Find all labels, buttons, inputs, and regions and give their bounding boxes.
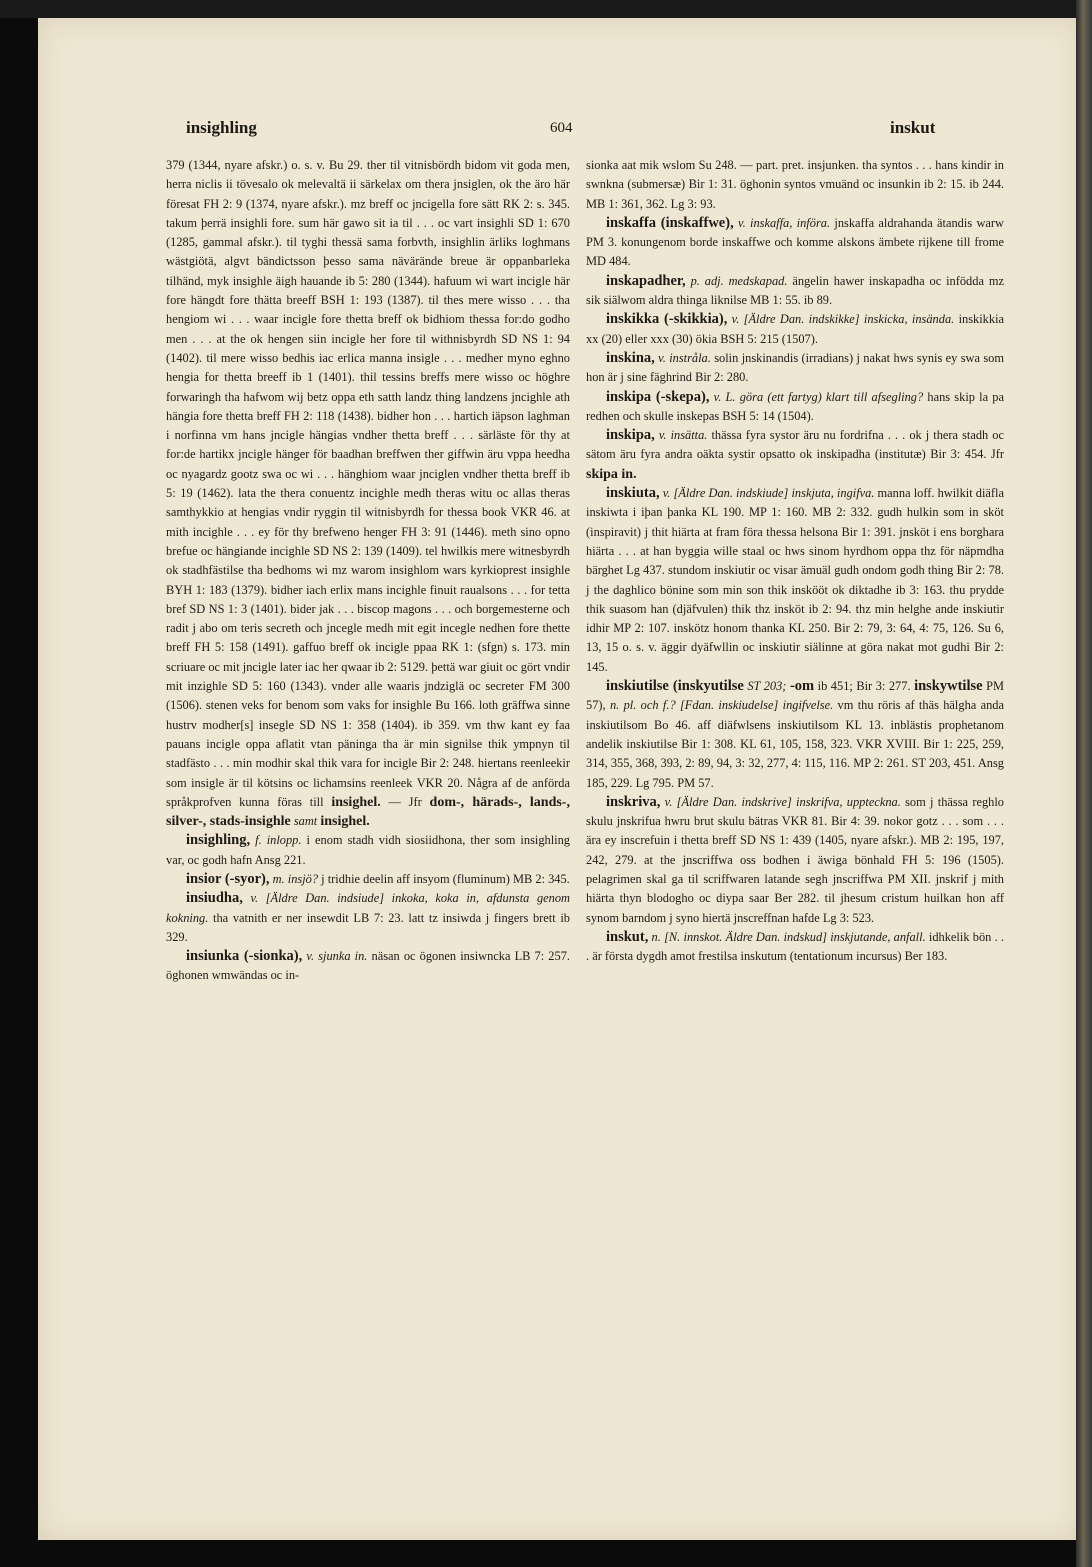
entry-insiunka: insiunka (-sionka), v. sjunka in. näsan oc ögonen insiwncka LB 7: 257. öghonen wmwändas oc in- [166,948,570,983]
headword: inskiuta, [606,485,660,502]
headword: inskipa (-skepa), [606,388,710,405]
entry-continuation: sionka aat mik wslom Su 248. — part. pret. insjunken. tha syntos . . . hans kindir in swnkna (submersæ) Bir 1: 31. öghonin syntos vmuänd oc insunkin ib 2: 15. ib 244. MB 1: 361, 362. Lg 3: 93. [586,158,1004,211]
cross-reference-list: dom-, härads-, lands-, silver-, stads-insighle [166,794,570,830]
running-head-right: inskut [890,118,936,137]
headword: inskut, [606,928,649,945]
entry-insior: insior (-syor), m. insjö? j tridhie deelin aff insyom (fluminum) MB 2: 345. [186,870,570,887]
headword: inskapadher, [606,272,686,289]
entry-inskikka: inskikka (-skikkia), v. [Äldre Dan. indskikke] inskicka, insända. inskikkia xx (20) eller xxx (30) ökia BSH 5: 215 (1507). [586,311,1005,346]
headword: inskiutilse (inskyutilse [606,678,744,695]
entry-insiudha: insiudha, v. [Äldre Dan. indsiude] inkoka, koka in, afdunsta genom kokning. tha vatnith er ner insewdit LB 7: 23. latt tz insiwda j fingers brett ib 329. [166,890,570,944]
page-number: 604 [550,120,573,136]
entry-continuation: 379 (1344, nyare afskr.) o. s. v. Bu 29. ther til vitnisbördh bidom vit goda men, herra niclis ii tövesalo ok melevaltä ii särkelax om thera jnsiglen, ok the äro här föresat FH 2: 9 (1374, nyare afskr.). mz breff oc jncigella fore sätt RK 2: s. 345. takum þerrä insighli fore. sum här gawo sit ia til . . . oc vart insighli SD 1: 670 (1285, gammal afskr.). til tyghi thessä sama forbvth, insighlin ärliks loghmans wästgiötä, algvt bändictsson þesso sama nävärände breue är oppanbarleka tilhänd, myk insighle äigh hauande ib 5: 280 (1344). hafuum wi wart incigle här fore hängdt fore thätta breeff BSH 1: 193 (1387). til thes mere wisso . . . tha hengiom wi . . . waar incigle fore thetta breff ok bidhiom thessa for:do godho men . . . at the ok hengen siin incigle her fore til withnisbyrdh SD NS 1: 94 (1402). til mere wisso bedhis iac erlica manna insigle . . . medher myno eghno hengia for thetta breeff ib 1 (1401). thil tessins breffs mere wisso oc höghre forwaringh tha hafwom wij betz oppa eth satth landz thing landzens jncighle ath hängia fore thetta breff FH 2: 118 (1438). bidher hon . . . hartich iäpson laghman i norfinna vm hans jncigle hängias vndher thetta breff . . . särläste för thy at for:de hartikx jncigle hänger för baadhan breffwen ther giffwin äru vppa heedha oc nyagardz gootz swa oc wi . . . hänghiom waar jnciglen vndher thetta breff ib 5: 19 (1462). lata the thera conuentz incighle medh theras witu oc allas theras samthykkio at hengias vndir ryggin til witnisbyrdh for thessa book VKR 46. at mith incighle . . . ey för thy brefweno henger FH 3: 91 (1446). meth sino opno brefue oc hängiande incighle SD NS 2: 139 (1409). tel hwilkis mere witnesbyrdh ok stadhfästilse tha bedhoms wi mz warom insighlom wars kyrkioprest insighle BYH 1: 183 (1379). bidher iach erlix mans incighle finuit raualsons . . . for tetta bref SD NS 1: 3 (1401). bider jak . . . biscop magons . . . och borgemesterne och radit j abo om teris secreth och jncegle medh mit egit incegle nedhen fore thette breff FH 5: 158 (1491). gaffuo breff ok incigle ppaa RK 1: (sfgn) s. 173. min scriuare oc mit jncigle later iac her qwaar ib 2: 5129. þettä war giuit oc gört vndir mit inzighle SD 5: 160 (1343). vnder alle waaris jndziglä oc secreter FM 300 (1506). stenen veks for benom som vaks for insighle Bu 166. loth gräffwa sinne hustrv modher[s] insegle SD NS 1: 358 (1404). ib 359. vm thw kant ey faa pauans incigle oppa aflatit vtan päninga tha är min signilse thik ympnyn til stadfästo . . . min modhir skal thik vara for incigle Bir 2: 248. hiertans reenleekir som insigle är til kötsins oc lichamsins reenleek VKR 20. Några af de anförda språkprofven kunna föras till insighel. — Jfr dom-, härads-, lands-, silver-, stads-insighle samt insighel. [166,158,570,830]
entry-inskipa: inskipa, v. insätta. thässa fyra systor äru nu fordrifna . . . ok j thera stadh oc sätom äru fyra andra oäkta systir opsatto ok inskipadha (institutæ) Bir 3: 454. Jfr skipa in. [586,427,1004,482]
headword: inskaffa (inskaffwe), [606,214,734,231]
entry-inskaffa: inskaffa (inskaffwe), v. inskaffa, införa. jnskaffa aldrahanda ätandis warw PM 3. konungenom borde inskaffwe och komme alskons ämbete rijkene till frome MD 484. [586,214,1004,269]
cross-reference: insighel. [331,794,381,810]
entry-inskriva: inskriva, v. [Äldre Dan. indskrive] inskrifva, upptecknа. som j thässa reghlo skulu jnskrifua hwru brut skulu bätras VKR 81. Bir 4: 39. nokor gotz . . . som . . . ära ey inscrefuin i thetta breff SD NS 1: 439 (1405, nyare afskr.). MB 2: 195, 197, 242, 279. at the jnscriffwa oss bodhen i äwiga bönhald FH 5: 196 (1505). pelagrimen skal ga til scriffwaren latande segh jnscriffwa PM XII. jnskrif j mith hiärta thyn blodogho oc diypa saar Ber 282. til jhesum cristum huilkan hon aff synom barndom j syno hiertä jnscreffnan hafde Lg 3: 523. [586,793,1004,925]
running-head-left: insighling [186,118,257,137]
entry-inskina: inskina, v. instråla. solin jnskinandis (irradians) j nakat hws synis ey swa som hon är j sine fäghrind Bir 2: 280. [586,349,1005,385]
entry-inskipa-skepa: inskipa (-skepa), v. L. göra (ett fartyg) klart till afsegling? hans skip la pa redhen och skulle inskepas BSH 5: 14 (1504). [586,388,1005,423]
headword: inskipa, [606,427,655,444]
headword: insior (-syor), [186,870,270,887]
left-column [166,156,570,986]
headword: insiudha, [186,890,243,907]
headword: insiunka (-sionka), [186,948,303,965]
right-column [586,156,1004,966]
cross-reference: insighel. [320,814,370,830]
entry-inskut: inskut, n. [N. innskot. Äldre Dan. indskud] inskjutande, anfall. idhkelik bön . . . är första dygdh amot frestilsa inskutum (tentationum incursus) Ber 183. [586,928,1004,964]
entry-inskapadher: inskapadher, p. adj. medskapad. ängelin hawer inskapadha oc infödda mz sik siälwom aldra thinga liknilse MB 1: 55. ib 89. [586,272,1004,308]
headword: inskina, [606,349,655,366]
headword: inskriva, [606,793,661,810]
cross-reference: skipa in. [586,466,637,482]
scan-border-top [0,0,1092,18]
entry-insighling: insighling, f. inlopp. i enom stadh vidh siosiidhona, ther som insighling var, oc godh hafn Ansg 221. [166,832,570,867]
entry-inskiutilse: inskiutilse (inskyutilse ST 203; -om ib 451; Bir 3: 277. inskywtilse PM 57), n. pl. och f.? [Fdan. inskiudelse] ingifvelse. vm thu röris af thäs hälgha anda inskiutilsom Bo 46. aff diäfwlsens inskiutilsom KL 13. inblästis prophetanom andelik inskiutilse Bir 1: 308. KL 61, 105, 158, 323. VKR XVIII. Bir 1: 225, 259, 314, 355, 368, 393, 2: 89, 94, 3: 32, 277, 4: 115, 116. MP 2: 261. ST 203, 451. Ansg 185, 229. Lg 795. PM 57. [586,678,1004,790]
headword: inskikka (-skikkia), [606,311,728,328]
entry-inskiuta: inskiuta, v. [Äldre Dan. indskiude] inskjuta, ingifva. manna loff. hwilkit diäfla inskiwta i iþan þanka KL 190. MP 1: 160. MB 2: 332. gudh hulkin som in sköt (inspiravit) j thit hiärta at fram föra thessa helsona Bir 1: 391. jnsköt i ens borghara hiärta . . . at han byggia wille staal oc hws sinom hyrdhom oppa thz för näpmdha bärghet Lg 437. stundom inskiutir oc visar ämuäl gudh ondom godh thing Bir 2: 78. j the daghlico bönine som min son thik inskööt ok diktadhe ib 3: 163. thu prydde thik suasom han (djäfvulen) thik thz insköt ib 2: 94. thz min helghe ande inskiutir idhir MP 2: 107. inskötz honom thanka KL 250. Bir 2: 79, 3: 64, 4: 75, 126. Su 6, 13, 15 o. s. v. äggir dyäfwllin oc inskiutir siälinne at göra nakat mot gudhi Bir 2: 145. [586,485,1004,674]
book-spine-edge [1076,0,1092,1567]
headword: insighling, [186,832,251,849]
